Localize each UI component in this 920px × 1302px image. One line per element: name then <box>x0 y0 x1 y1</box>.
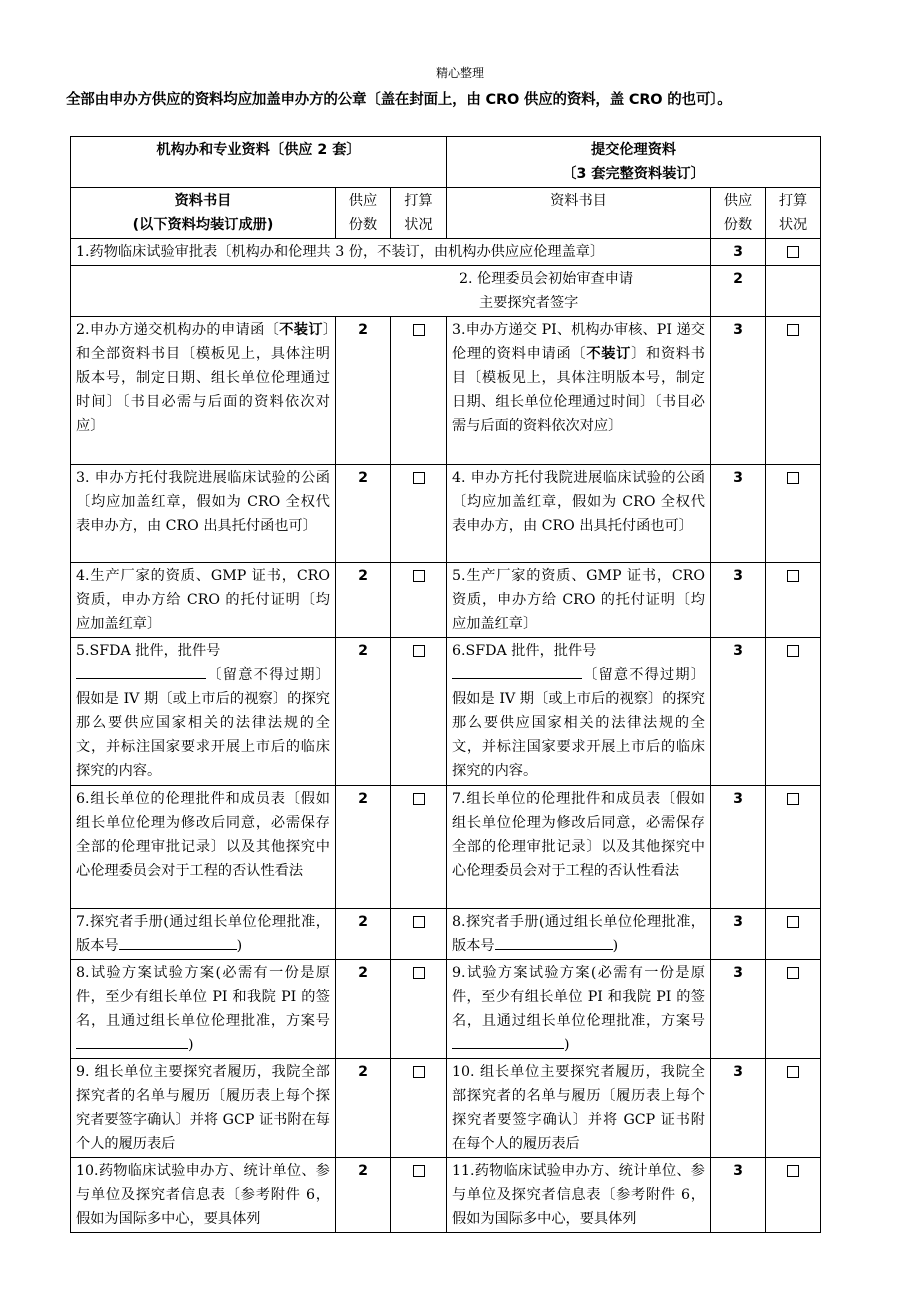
column-header-copies: 供应 份数 <box>336 188 391 239</box>
copies-value: 2 <box>336 317 391 465</box>
checkbox[interactable] <box>413 645 425 657</box>
section-title-left: 机构办和专业资料〔供应 2 套〕 <box>71 137 447 188</box>
copies-value: 2 <box>336 786 391 909</box>
table-row <box>71 465 821 563</box>
left-item: 2.申办方递交机构办的申请函〔不装订〕和全部资料书目〔模板见上，具体注明版本号，制定日期、组长单位伦理通过时间〕〔书目必需与后面的资料依次对应〕 <box>71 317 336 465</box>
table-row <box>71 1158 821 1233</box>
right-item: 6.SFDA 批件，批件号 〔留意不得过期〕假如是 IV 期〔或上市后的视察〕的探究那么要供应国家相关的法律法规的全文，并标注国家要求开展上市后的临床探究的内容。 <box>447 638 711 786</box>
right-item: 3.申办方递交 PI、机构办审核、PI 递交伦理的资料申请函〔不装订〕和资料书目〔模板见上，具体注明版本号，制定日期、组长单位伦理通过时间〕〔书目必需与后面的资料依次对应〕 <box>447 317 711 465</box>
copies-value: 3 <box>711 1158 766 1233</box>
copies-value: 2 <box>336 638 391 786</box>
left-item: 8.试验方案试验方案(必需有一份是原件，至少有组长单位 PI 和我院 PI 的签名，且通过组长单位伦理批准，方案号) <box>71 960 336 1059</box>
left-item: 5.SFDA 批件，批件号 〔留意不得过期〕假如是 IV 期〔或上市后的视察〕的探究那么要供应国家相关的法律法规的全文，并标注国家要求开展上市后的临床探究的内容。 <box>71 638 336 786</box>
copies-value: 2 <box>336 909 391 960</box>
right-item: 9.试验方案试验方案(必需有一份是原件，至少有组长单位 PI 和我院 PI 的签名，且通过组长单位伦理批准，方案号) <box>447 960 711 1059</box>
copies-value: 2 <box>336 563 391 638</box>
checkbox[interactable] <box>787 1165 799 1177</box>
table-row <box>71 563 821 638</box>
table-row <box>71 1059 821 1158</box>
copies-value: 3 <box>711 909 766 960</box>
notice-text: 全部由申办方供应的资料均应加盖申办方的公章〔盖在封面上，由 CRO 供应的资料，盖 CRO 的也可〕。 <box>66 92 732 108</box>
checkbox[interactable] <box>413 570 425 582</box>
blank-line <box>76 663 206 679</box>
checkbox[interactable] <box>413 1165 425 1177</box>
right-item: 11.药物临床试验申办方、统计单位、参与单位及探究者信息表〔参考附件 6，假如为国际多中心，要具体列 <box>447 1158 711 1233</box>
checkbox[interactable] <box>787 472 799 484</box>
left-item: 4.生产厂家的资质、GMP 证书，CRO 资质，申办方给 CRO 的托付证明〔均应加盖红章〕 <box>71 563 336 638</box>
checkbox[interactable] <box>787 246 799 258</box>
checkbox[interactable] <box>413 472 425 484</box>
table-row <box>71 909 821 960</box>
checkbox[interactable] <box>787 1066 799 1078</box>
left-item: 6.组长单位的伦理批件和成员表〔假如组长单位伦理为修改后同意，必需保存全部的伦理审批记录〕以及其他探究中心伦理委员会对于工程的否认性看法 <box>71 786 336 909</box>
table-row <box>71 317 821 465</box>
blank-line <box>495 934 613 950</box>
copies-value: 3 <box>711 465 766 563</box>
table-row <box>71 786 821 909</box>
right-item: 8.探究者手册(通过组长单位伦理批准，版本号 ) <box>447 909 711 960</box>
document-table <box>70 136 821 1233</box>
column-header-left-list: 资料书目 (以下资料均装订成册) <box>71 188 336 239</box>
column-header-status-right: 打算 状况 <box>766 188 821 239</box>
checkbox[interactable] <box>413 1066 425 1078</box>
checkbox[interactable] <box>413 967 425 979</box>
checkbox[interactable] <box>787 570 799 582</box>
table-row <box>71 266 821 317</box>
checkbox[interactable] <box>787 916 799 928</box>
checkbox[interactable] <box>413 916 425 928</box>
page-header: 精心整理 <box>435 66 484 80</box>
row-text: 2. 伦理委员会初始审查申请 主要探究者签字 <box>71 266 711 317</box>
row-text: 1.药物临床试验审批表〔机构办和伦理共 3 份，不装订，由机构办供应应伦理盖章〕 <box>71 239 711 266</box>
checkbox[interactable] <box>787 645 799 657</box>
copies-value: 3 <box>711 1059 766 1158</box>
copies-value: 2 <box>711 266 766 317</box>
left-item: 9. 组长单位主要探究者履历，我院全部探究者的名单与履历〔履历表上每个探究者要签字确认〕并将 GCP 证书附在每个人的履历表后 <box>71 1059 336 1158</box>
copies-value: 2 <box>336 1059 391 1158</box>
copies-value: 3 <box>711 317 766 465</box>
right-item: 4. 申办方托付我院进展临床试验的公函〔均应加盖红章，假如为 CRO 全权代表申办方，由 CRO 出具托付函也可〕 <box>447 465 711 563</box>
copies-value: 2 <box>336 465 391 563</box>
checkbox[interactable] <box>413 324 425 336</box>
blank-line <box>452 663 582 679</box>
copies-value: 3 <box>711 786 766 909</box>
column-header-copies-right: 供应 份数 <box>711 188 766 239</box>
checkbox[interactable] <box>787 793 799 805</box>
section-title-right: 提交伦理资料 〔3 套完整资料装订〕 <box>447 137 821 188</box>
checkbox[interactable] <box>413 793 425 805</box>
table-row <box>71 960 821 1059</box>
copies-value: 3 <box>711 239 766 266</box>
copies-value: 2 <box>336 1158 391 1233</box>
right-item: 7.组长单位的伦理批件和成员表〔假如组长单位伦理为修改后同意，必需保存全部的伦理审批记录〕以及其他探究中心伦理委员会对于工程的否认性看法 <box>447 786 711 909</box>
blank-line <box>76 1033 188 1049</box>
table-row <box>71 638 821 786</box>
copies-value: 3 <box>711 960 766 1059</box>
left-item: 7.探究者手册(通过组长单位伦理批准，版本号 ) <box>71 909 336 960</box>
blank-line <box>452 1033 564 1049</box>
table-row <box>71 239 821 266</box>
copies-value: 2 <box>336 960 391 1059</box>
copies-value: 3 <box>711 638 766 786</box>
left-item: 10.药物临床试验申办方、统计单位、参与单位及探究者信息表〔参考附件 6，假如为国际多中心，要具体列 <box>71 1158 336 1233</box>
column-header-right-list: 资料书目 <box>447 188 711 239</box>
checkbox[interactable] <box>787 324 799 336</box>
right-item: 10. 组长单位主要探究者履历，我院全部探究者的名单与履历〔履历表上每个探究者要签字确认〕并将 GCP 证书附在每个人的履历表后 <box>447 1059 711 1158</box>
copies-value: 3 <box>711 563 766 638</box>
blank-line <box>119 934 237 950</box>
checkbox[interactable] <box>787 967 799 979</box>
left-item: 3. 申办方托付我院进展临床试验的公函〔均应加盖红章，假如为 CRO 全权代表申办方，由 CRO 出具托付函也可〕 <box>71 465 336 563</box>
right-item: 5.生产厂家的资质、GMP 证书，CRO 资质，申办方给 CRO 的托付证明〔均应加盖红章〕 <box>447 563 711 638</box>
column-header-status: 打算 状况 <box>391 188 447 239</box>
